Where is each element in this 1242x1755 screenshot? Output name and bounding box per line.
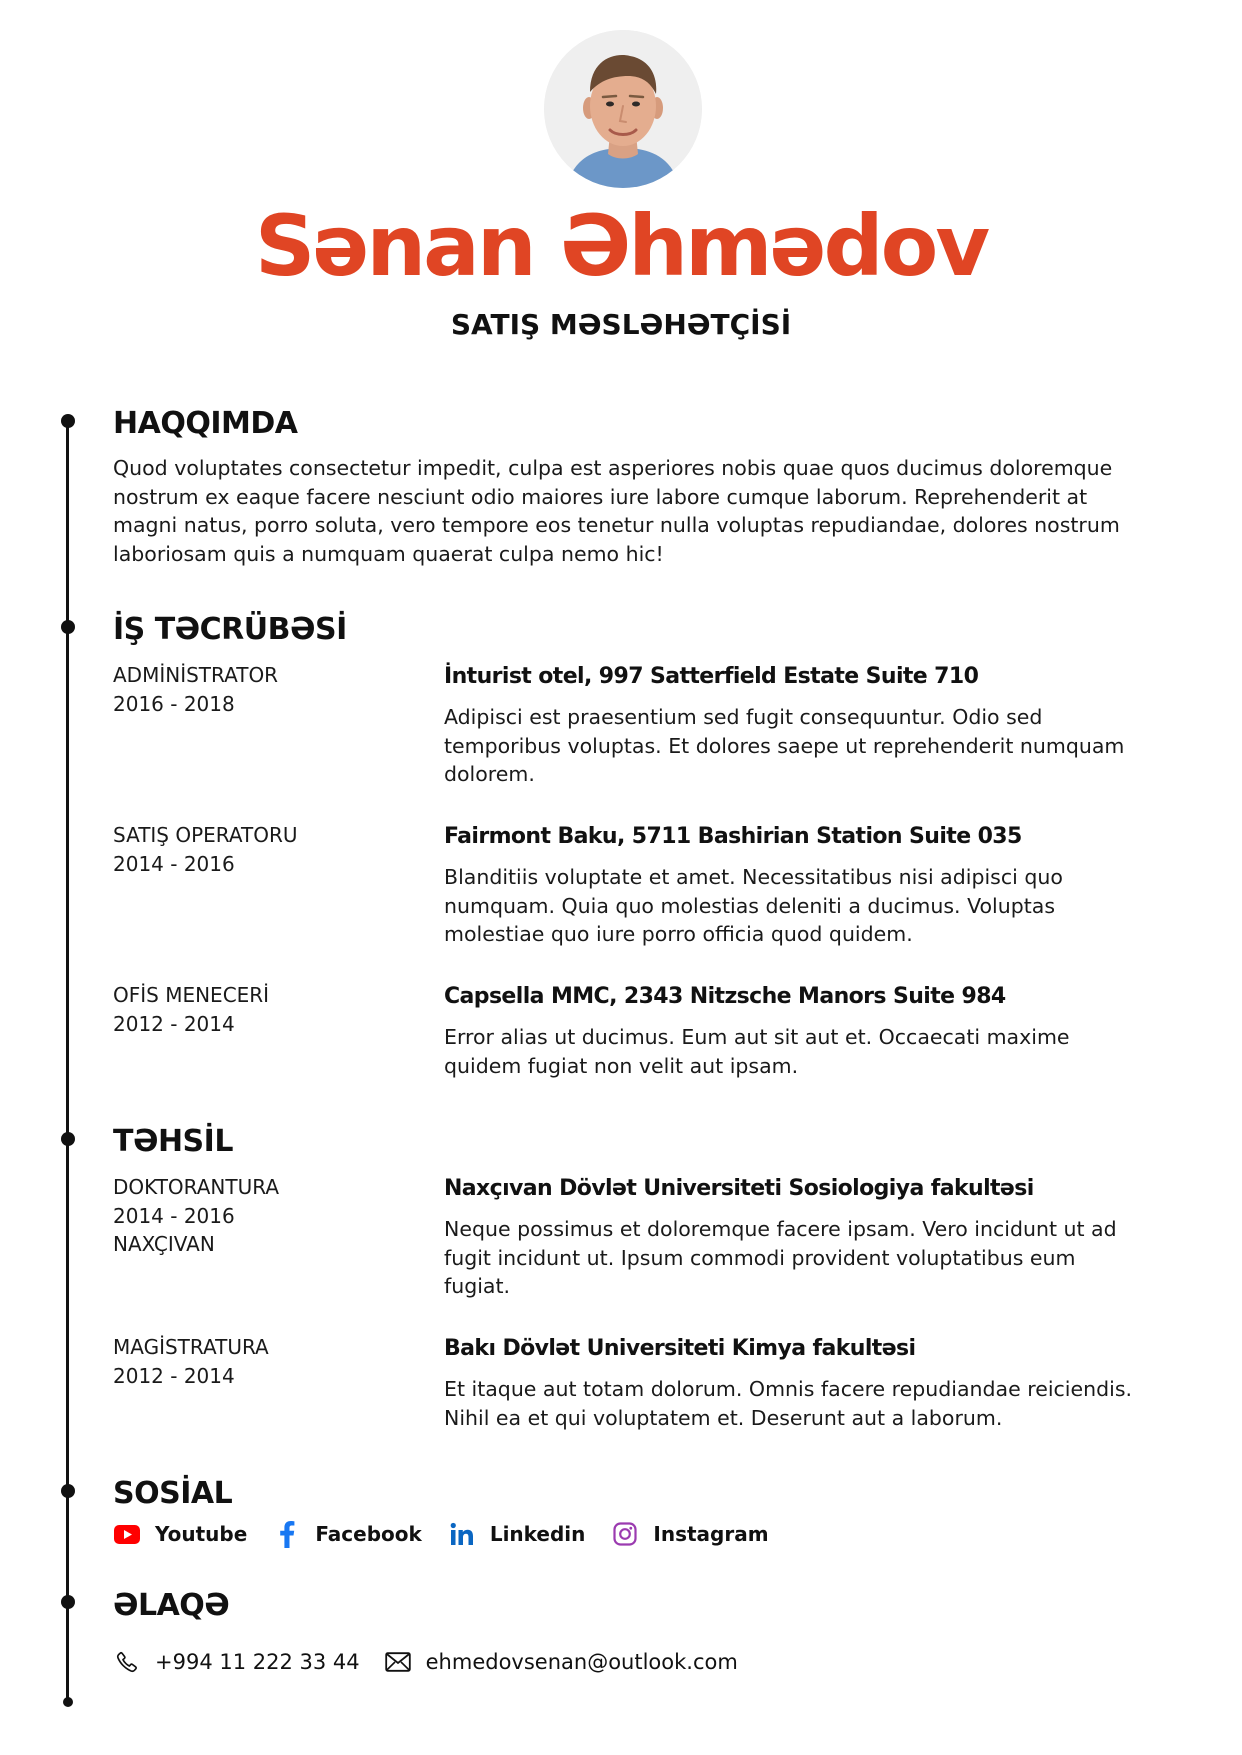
social-links [113,1520,795,1548]
education-school: Naxçıvan Dövlət Universiteti Sosiologiya fakultəsi [444,1176,1034,1201]
section-title-experience: İŞ TƏCRÜBƏSİ [113,612,347,647]
job-title: SATIŞ MƏSLƏHƏTÇİSİ [450,308,792,341]
section-title-contact: ƏLAQƏ [113,1588,230,1623]
email-address: ehmedovsenan@outlook.com [425,1650,738,1674]
experience-years: 2014 - 2016 [113,851,235,876]
youtube-icon [113,1520,141,1548]
experience-years: 2012 - 2014 [113,1011,235,1036]
experience-meta-3 [113,981,269,1038]
social-link-linkedin[interactable] [448,1520,586,1548]
timeline-dot-social [61,1484,75,1498]
timeline-line [66,420,69,1702]
social-label: Instagram [653,1522,769,1546]
timeline-dot-experience [61,620,75,634]
experience-description: Error alias ut ducimus. Eum aut sit aut et. Occaecati maxime quidem fugiat non velit aut ipsam. [444,1025,1070,1078]
phone-icon [113,1648,141,1676]
education-location: NAXÇIVAN [113,1232,215,1256]
timeline-dot-contact [61,1595,75,1609]
timeline-dot-about [61,414,75,428]
social-link-instagram[interactable] [611,1520,768,1548]
experience-years: 2016 - 2018 [113,691,235,716]
contact-phone[interactable] [113,1648,360,1676]
facebook-icon [273,1520,301,1548]
timeline-dot-education [61,1132,75,1146]
education-description: Neque possimus et doloremque facere ipsam. Vero incidunt ut ad fugit incidunt ut. Ipsum commodi provident voluptatibus eum fugiat. [444,1217,1117,1298]
section-title-about: HAQQIMDA [113,406,298,441]
education-degree: MAGİSTRATURA [113,1335,269,1359]
instagram-icon [611,1520,639,1548]
experience-description: Blanditiis voluptate et amet. Necessitatibus nisi adipisci quo numquam. Quia quo molestias deleniti a ducimus. Voluptas molestiae quo iure porro officia quod quidem. [444,865,1063,946]
section-title-social: SOSİAL [113,1476,233,1511]
education-school: Bakı Dövlət Universiteti Kimya fakultəsi [444,1336,916,1361]
social-link-facebook[interactable] [273,1520,422,1548]
contact-email[interactable] [384,1648,738,1676]
education-years: 2012 - 2014 [113,1363,235,1388]
experience-company: Fairmont Baku, 5711 Bashirian Station Suite 035 [444,824,1022,849]
education-years: 2014 - 2016 [113,1203,235,1228]
mail-icon [384,1648,412,1676]
social-label: Youtube [155,1522,248,1546]
experience-meta-1 [113,661,278,718]
person-name: Sənan Əhmədov [254,197,988,295]
linkedin-icon [448,1520,476,1548]
timeline-dot-end [63,1697,73,1707]
experience-description: Adipisci est praesentium sed fugit consequuntur. Odio sed temporibus voluptas. Et dolores saepe ut reprehenderit numquam dolorem. [444,705,1125,786]
experience-position: OFİS MENECERİ [113,983,270,1007]
about-text: Quod voluptates consectetur impedit, culpa est asperiores nobis quae quos ducimus doloremque nostrum ex eaque facere nesciunt odio maiores iure labore cumque laborum. Reprehenderit at magni natus, porro soluta, vero tempore eos tenetur nulla voluptas repudiandae, dolores nostrum laboriosam quis a numquam quaerat culpa nemo hic! [113,456,1120,566]
phone-number: +994 11 222 33 44 [155,1650,360,1674]
education-degree: DOKTORANTURA [113,1175,280,1199]
social-label: Facebook [315,1522,422,1546]
experience-company: Capsella MMC, 2343 Nitzsche Manors Suite 984 [444,984,1006,1009]
experience-meta-2 [113,821,298,878]
experience-company: İnturist otel, 997 Satterfield Estate Suite 710 [444,664,979,689]
education-description: Et itaque aut totam dolorum. Omnis facere repudiandae reiciendis. Nihil ea et qui voluptatem et. Deserunt aut a laborum. [444,1377,1133,1430]
contact-info [113,1648,762,1676]
experience-position: ADMİNİSTRATOR [113,663,279,687]
education-meta-2 [113,1333,269,1390]
section-title-education: TƏHSİL [113,1124,233,1159]
experience-position: SATIŞ OPERATORU [113,823,298,847]
social-label: Linkedin [489,1522,586,1546]
education-meta-1 [113,1173,279,1259]
avatar [544,30,702,188]
social-link-youtube[interactable] [113,1520,247,1548]
profile-photo-icon [544,30,702,188]
